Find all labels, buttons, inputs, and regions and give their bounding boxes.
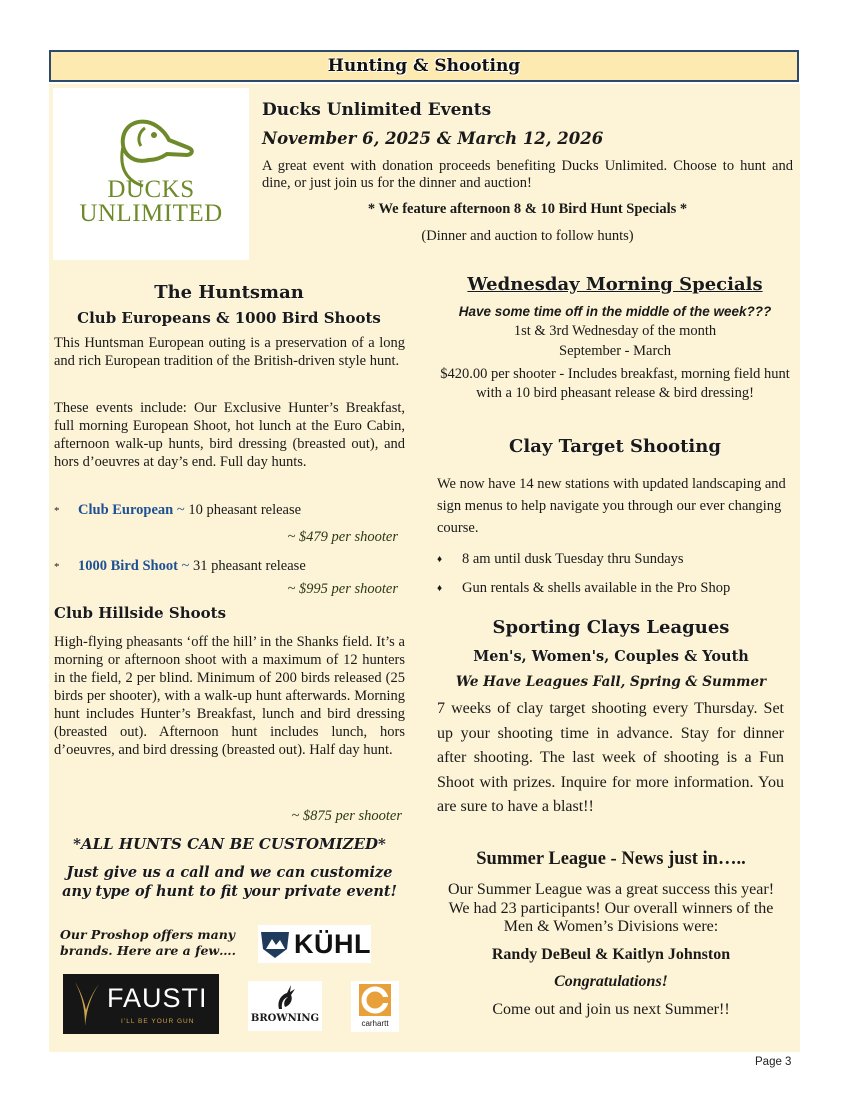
carhartt-c-icon: [359, 984, 391, 1016]
summer-closing: Come out and join us next Summer!!: [492, 1001, 730, 1018]
fausti-tagline: I’LL BE YOUR GUN: [121, 1018, 195, 1025]
leagues-description: 7 weeks of clay target shooting every Thursday. Set up your shooting time in advance. Stay for dinner after shooting. The last week of shooting is a Fun Shoot with prizes. Inquire for more information. You are sure to have a blast!!: [437, 700, 784, 815]
item-price: ~ $995 per shooter: [287, 581, 398, 597]
custom-title: *ALL HUNTS CAN BE CUSTOMIZED*: [73, 835, 386, 853]
wednesday-schedule: 1st & 3rd Wednesday of the month: [513, 323, 717, 339]
browning-text: BROWNING: [250, 1013, 320, 1024]
list-item: [437, 551, 787, 568]
item-price: ~ $479 per shooter: [287, 529, 398, 545]
ducks-dates: November 6, 2025 & March 12, 2026: [262, 129, 604, 148]
leagues-seasons: We Have Leagues Fall, Spring & Summer: [455, 674, 767, 690]
page-number: Page 3: [755, 1056, 792, 1068]
item-detail: 31 pheasant release: [193, 558, 306, 574]
list-item: * Club European ~ 10 pheasant release: [54, 502, 302, 518]
hillside-title: Club Hillside Shoots: [54, 604, 227, 622]
item-name: 1000 Bird Shoot: [78, 558, 178, 574]
huntsman-subtitle: Club Europeans & 1000 Bird Shoots: [77, 309, 381, 327]
carhartt-logo: [351, 981, 399, 1032]
summer-description: Our Summer League was a great success this year! We had 23 participants! Our overall winners of the Men & Women’s Divisions were:: [447, 881, 775, 935]
summer-congrats: Congratulations!: [554, 973, 668, 990]
kuhl-logo: [258, 925, 371, 963]
wednesday-title: Wednesday Morning Specials: [467, 274, 763, 295]
diamond-bullet-icon: ♦: [437, 554, 443, 565]
ducks-feature: * We feature afternoon 8 & 10 Bird Hunt Specials *: [367, 201, 688, 217]
ducks-unlimited-logo: [53, 88, 249, 260]
custom-description: Just give us a call and we can customize any type of hunt to fit your private event!: [62, 864, 397, 900]
item-detail: 10 pheasant release: [188, 502, 302, 518]
hillside-description: High-flying pheasants ‘off the hill’ in the Shanks field. It’s a morning or afternoon shoot with a maximum of 12 hunters in the field, 2 per blind. Minimum of 200 birds released (25 birds per shooter), with a walk-up hunt afterwards. Morning hunt includes Hunter’s Breakfast, lunch and bird dressing (breasted out). Afternoon hunt includes lunch, hors d’oeuvres, and bird dressing (breasted out). Half day hunt.: [54, 634, 405, 758]
summer-title: Summer League - News just in…..: [476, 849, 746, 869]
huntsman-intro: This Huntsman European outing is a preservation of a long and rich European tradition of the British-driven style hunt.: [54, 335, 405, 369]
ducks-description: A great event with donation proceeds benefiting Ducks Unlimited. Choose to hunt and dine, or just join us for the dinner and auction!: [262, 158, 793, 191]
list-item: [437, 580, 787, 597]
kuhl-mountain-icon: [258, 927, 292, 961]
item-name: Club European: [78, 502, 174, 518]
clay-item: 8 am until dusk Tuesday thru Sundays: [462, 551, 684, 567]
fausti-text: FAUSTI: [107, 983, 208, 1013]
hillside-price: ~ $875 per shooter: [291, 808, 402, 824]
section-title: Hunting & Shooting: [327, 56, 521, 76]
fausti-logo: [63, 974, 219, 1034]
wednesday-tagline: Have some time off in the middle of the week???: [458, 304, 772, 319]
wednesday-season: September - March: [559, 343, 671, 359]
summer-winners: Randy DeBeul & Kaitlyn Johnston: [491, 946, 731, 963]
clay-item: Gun rentals & shells available in the Pro Shop: [462, 580, 731, 596]
wednesday-price: $420.00 per shooter - Includes breakfast, morning field hunt with a 10 bird pheasant release & bird dressing!: [440, 366, 790, 401]
list-item: * 1000 Bird Shoot ~ 31 pheasant release: [54, 558, 306, 574]
diamond-bullet-icon: ♦: [437, 583, 443, 594]
clay-title: Clay Target Shooting: [509, 436, 721, 457]
ducks-note: (Dinner and auction to follow hunts): [421, 228, 634, 244]
buckmark-icon: [273, 983, 297, 1011]
huntsman-includes: These events include: Our Exclusive Hunter’s Breakfast, full morning European Shoot, hot lunch at the Euro Cabin, afternoon walk-up hunts, bird dressing (breasted out), and hors d’oeuvres at day’s end. Full day hunts.: [54, 400, 405, 470]
leagues-title: Sporting Clays Leagues: [492, 617, 730, 638]
section-header: [49, 50, 799, 82]
carhartt-text: carhartt: [361, 1019, 389, 1028]
leagues-subtitle: Men's, Women's, Couples & Youth: [473, 648, 749, 665]
bullet-icon: *: [54, 561, 60, 573]
duck-head-icon: [53, 88, 249, 260]
fausti-emblem-icon: [71, 980, 101, 1028]
kuhl-text: KÜHL: [294, 928, 371, 959]
clay-description: We now have 14 new stations with updated landscaping and sign menus to help navigate you through our ever changing course.: [437, 476, 786, 536]
bullet-icon: *: [54, 505, 60, 517]
huntsman-title: The Huntsman: [154, 282, 304, 303]
logo-text-line2: UNLIMITED: [79, 200, 223, 227]
logo-text-line1: DUCKS: [107, 176, 195, 203]
proshop-text: Our Proshop offers many brands. Here are a few….: [60, 927, 237, 958]
browning-logo: [248, 981, 322, 1031]
ducks-title: Ducks Unlimited Events: [262, 100, 492, 120]
